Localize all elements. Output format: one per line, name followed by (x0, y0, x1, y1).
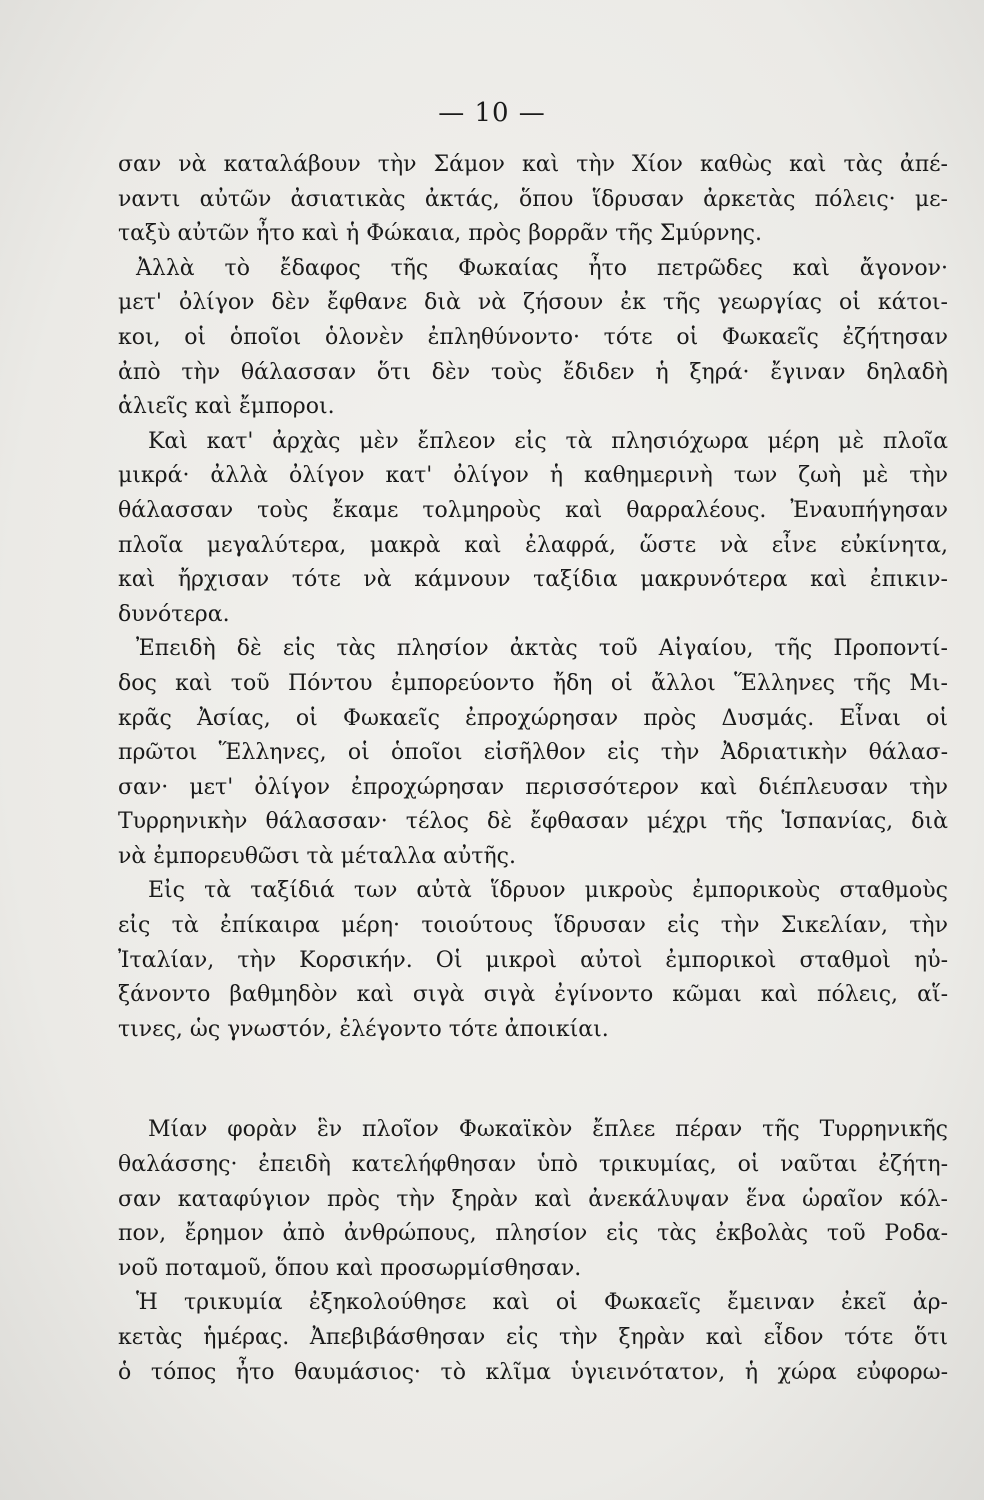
text-line: πλοῖα μεγαλύτερα, μακρὰ καὶ ἐλαφρά, ὥστε νὰ εἶνε εὐκίνητα, (118, 532, 948, 558)
text-line: Ἡ τρικυμία ἐξηκολούθησε καὶ οἱ Φωκαεῖς ἔμειναν ἐκεῖ ἀρ- (136, 1290, 948, 1316)
text-line: Τυρρηνικὴν θάλασσαν· τέλος δὲ ἔφθασαν μέχρι τῆς Ἱσπανίας, διὰ (118, 809, 948, 835)
text-line: θάλασσαν τοὺς ἔκαμε τολμηροὺς καὶ θαρραλέους. Ἐναυπήγησαν (118, 497, 948, 523)
text-line: ναντι αὐτῶν ἀσιατικὰς ἀκτάς, ὅπου ἵδρυσαν ἀρκετὰς πόλεις· με- (118, 186, 948, 212)
text-line: κρᾶς Ἀσίας, οἱ Φωκαεῖς ἐπροχώρησαν πρὸς Δυσμάς. Εἶναι οἱ (118, 705, 948, 731)
text-line: νὰ ἐμπορευθῶσι τὰ μέταλλα αὐτῆς. (118, 843, 516, 869)
text-line: Ἐπειδὴ δὲ εἰς τὰς πλησίον ἀκτὰς τοῦ Αἰγαίου, τῆς Προποντί- (136, 636, 948, 662)
text-line: Καὶ κατ' ἀρχὰς μὲν ἔπλεον εἰς τὰ πλησιόχωρα μέρη μὲ πλοῖα (148, 428, 948, 454)
text-line: σαν νὰ καταλάβουν τὴν Σάμον καὶ τὴν Χίον καθὼς καὶ τὰς ἀπέ- (118, 152, 948, 177)
text-line: ἀπὸ τὴν θάλασσαν ὅτι δὲν τοὺς ἔδιδεν ἡ ξηρά· ἔγιναν δηλαδὴ (118, 359, 948, 385)
text-line: δυνότερα. (118, 601, 230, 627)
text-line: πον, ἔρημον ἀπὸ ἀνθρώπους, πλησίον εἰς τὰς ἐκβολὰς τοῦ Ροδα- (118, 1221, 948, 1247)
text-line: κετὰς ἡμέρας. Ἀπεβιβάσθησαν εἰς τὴν ξηρὰν καὶ εἶδον τότε ὅτι (118, 1325, 948, 1350)
text-line: Ἀλλὰ τὸ ἔδαφος τῆς Φωκαίας ἦτο πετρῶδες καὶ ἄγονον· (136, 255, 948, 281)
text-line: μετ' ὀλίγον δὲν ἔφθανε διὰ νὰ ζήσουν ἐκ τῆς γεωργίας οἱ κάτοι- (118, 290, 948, 316)
text-line: ὁ τόπος ἦτο θαυμάσιος· τὸ κλῖμα ὑγιεινότατον, ἡ χώρα εὐφορω- (118, 1359, 948, 1385)
text-line: σαν καταφύγιον πρὸς τὴν ξηρὰν καὶ ἀνεκάλυψαν ἕνα ὡραῖον κόλ- (118, 1186, 948, 1212)
text-line: εἰς τὰ ἐπίκαιρα μέρη· τοιούτους ἵδρυσαν εἰς τὴν Σικελίαν, τὴν (118, 913, 948, 939)
text-line: θαλάσσης· ἐπειδὴ κατελήφθησαν ὑπὸ τρικυμίας, οἱ ναῦται ἐζήτη- (118, 1152, 948, 1178)
text-line: Μίαν φορὰν ἓν πλοῖον Φωκαϊκὸν ἔπλεε πέραν τῆς Τυρρηνικῆς (148, 1117, 948, 1143)
text-line: ξάνοντο βαθμηδὸν καὶ σιγὰ σιγὰ ἐγίνοντο κῶμαι καὶ πόλεις, αἵ- (118, 982, 948, 1008)
text-line: κοι, οἱ ὁποῖοι ὁλονὲν ἐπληθύνοντο· τότε οἱ Φωκαεῖς ἐζήτησαν (118, 324, 948, 350)
text-line: δος καὶ τοῦ Πόντου ἐμπορεύοντο ἤδη οἱ ἄλλοι Ἕλληνες τῆς Μι- (118, 670, 948, 696)
text-line: τινες, ὡς γνωστόν, ἐλέγοντο τότε ἀποικίαι. (118, 1016, 609, 1042)
text-line: νοῦ ποταμοῦ, ὅπου καὶ προσωρμίσθησαν. (118, 1255, 582, 1281)
text-line: Εἰς τὰ ταξίδιά των αὐτὰ ἵδρυον μικροὺς ἐμπορικοὺς σταθμοὺς (148, 878, 948, 904)
text-line: μικρά· ἀλλὰ ὀλίγον κατ' ὀλίγον ἡ καθημερινὴ των ζωὴ μὲ τὴν (118, 463, 948, 489)
body-text (118, 148, 948, 1390)
text-line: πρῶτοι Ἕλληνες, οἱ ὁποῖοι εἰσῆλθον εἰς τὴν Ἀδριατικὴν θάλασ- (118, 740, 948, 766)
text-line: σαν· μετ' ὀλίγον ἐπροχώρησαν περισσότερον καὶ διέπλευσαν τὴν (118, 774, 948, 800)
text-line: καὶ ἤρχισαν τότε νὰ κάμνουν ταξίδια μακρυνότερα καὶ ἐπικιν- (118, 567, 948, 593)
text-line: ἁλιεῖς καὶ ἔμποροι. (118, 394, 335, 420)
text-line: Ἰταλίαν, τὴν Κορσικήν. Οἱ μικροὶ αὐτοὶ ἐμπορικοὶ σταθμοὶ ηὐ- (118, 947, 948, 973)
section-gap (118, 1047, 948, 1113)
text-line: ταξὺ αὐτῶν ἦτο καὶ ἡ Φώκαια, πρὸς βορρᾶν τῆς Σμύρνης. (118, 221, 762, 247)
page-number: — 10 — (438, 98, 546, 128)
